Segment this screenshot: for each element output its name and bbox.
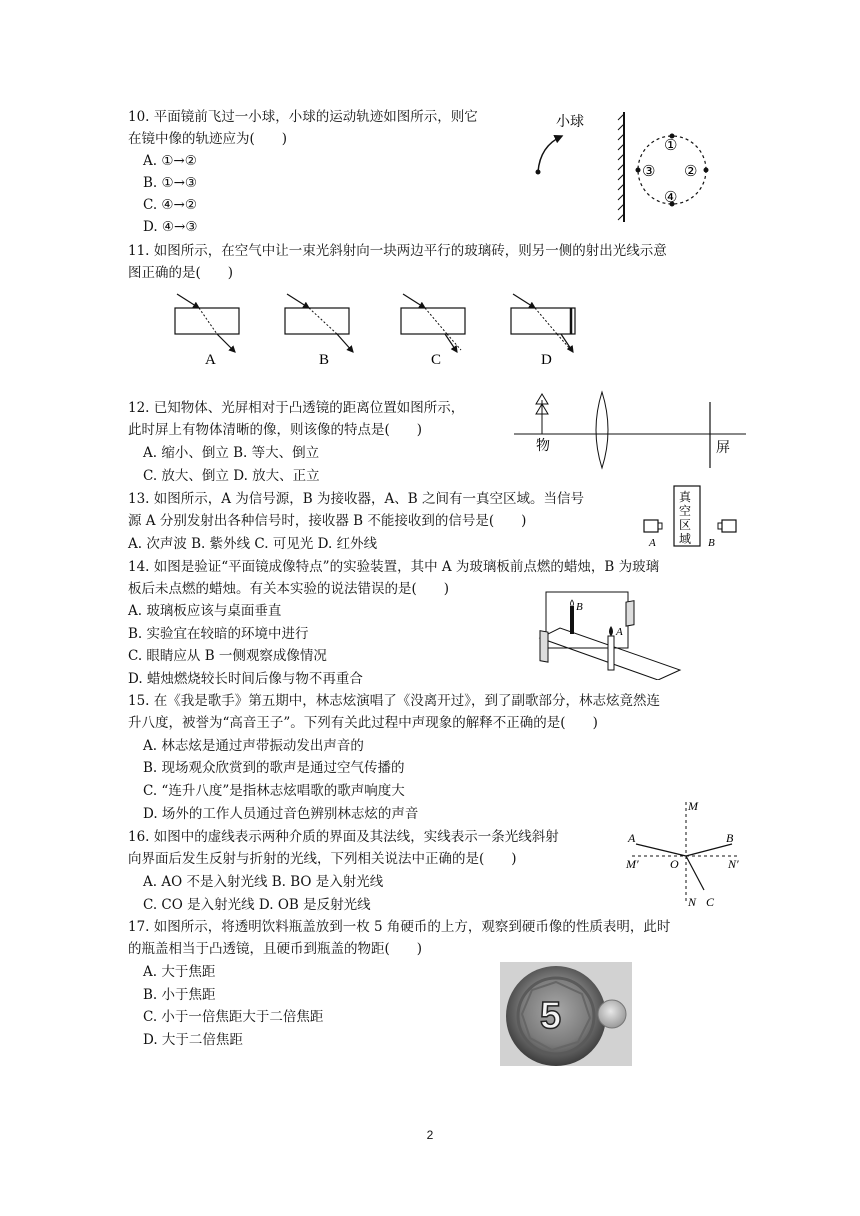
q13-zone-char-3: 区 [679,518,692,532]
q14-option-b: B. 实验宜在较暗的环境中进行 [128,626,309,642]
q16-label-n-prime: N′ [728,857,739,871]
q13-label-b: B [708,537,715,549]
q14-stem-line2: 板后未点燃的蜡烛。有关本实验的说法错误的是( ) [128,581,450,597]
q13-options-line: A. 次声波 B. 紫外线 C. 可见光 D. 红外线 [128,536,378,552]
q10-option-d: D. ④→③ [143,219,198,235]
q14-glass-plate [546,592,628,648]
q13-receiver-b [722,520,736,532]
q10-label-4: ④ [664,188,678,206]
q14-candle-figure [536,588,686,680]
q13-stem-line2: 源 A 分别发射出各种信号时，接收器 B 不能接收到的信号是( ) [128,513,527,529]
q16-label-c: C [706,895,715,908]
q17-option-d: D. 大于二倍焦距 [143,1032,243,1048]
q13-label-a: A [649,537,656,549]
q10-label-2: ② [684,162,698,180]
q11-label-c: C [431,352,442,368]
q14-option-d: D. 蜡烛燃烧较长时间后像与物不再重合 [128,671,363,687]
q16-stem-line1: 16. 如图中的虚线表示两种介质的界面及其法线，实线表示一条光线斜射 [128,829,559,845]
q10-ball-trajectory [538,136,562,172]
q10-stem-line1: 10. 平面镜前飞过一小球，小球的运动轨迹如图所示，则它 [128,109,478,125]
q11-slab-c [401,308,465,334]
q11-label-d: D [541,352,552,368]
q16-options-line2: C. CO 是入射光线 D. OB 是反射光线 [143,897,371,913]
q16-label-o: O [670,857,679,871]
q10-ball-start [536,170,541,175]
q17-coin [598,1000,626,1028]
q11-slab-a [175,308,239,334]
q10-ball-label: 小球 [556,114,584,130]
q15-stem-line2: 升八度，被誉为“高音王子”。下列有关此过程中声现象的解释不正确的是( ) [128,715,598,731]
q12-lens-figure [510,388,750,478]
q16-label-n: N [688,895,697,908]
q10-mirror-figure [526,104,726,224]
q16-label-a: A [628,831,636,845]
q17-bottlecap-photo [500,962,632,1066]
q13-source-a [644,520,658,532]
q17-stem-line2: 的瓶盖相当于凸透镜，且硬币到瓶盖的物距( ) [128,941,423,957]
q10-label-1: ① [664,136,678,154]
q17-option-a: A. 大于焦距 [143,964,216,980]
q16-label-m: M [688,799,698,813]
q17-option-b: B. 小于焦距 [143,987,216,1003]
q16-ray-ao [636,844,686,856]
q16-options-line1: A. AO 不是入射光线 B. BO 是入射光线 [143,874,384,890]
q13-stem-line1: 13. 如图所示，A 为信号源，B 为接收器，A、B 之间有一真空区域。当信号 [128,491,584,507]
q10-option-a: A. ①→② [143,153,197,169]
q10-option-b: B. ①→③ [143,175,198,191]
q11-glass-figure [165,290,595,368]
q16-label-b: B [726,831,734,845]
q14-option-a: A. 玻璃板应该与桌面垂直 [128,603,282,619]
q11-label-a: A [205,352,216,368]
q12-options-line1: A. 缩小、倒立 B. 等大、倒立 [143,445,320,461]
q15-option-b: B. 现场观众欣赏到的歌声是通过空气传播的 [143,760,405,776]
q16-ray-oc [686,856,704,890]
q14-stem-line1: 14. 如图是验证“平面镜成像特点”的实验装置，其中 A 为玻璃板前点燃的蜡烛，B 为玻璃 [128,559,660,575]
q12-convex-lens [596,392,608,468]
q14-option-c: C. 眼睛应从 B 一侧观察成像情况 [128,648,327,664]
q16-ray-ob [686,844,732,856]
q16-refraction-figure [624,796,748,908]
q13-zone-char-2: 空 [679,504,692,518]
q13-zone-char-4: 域 [679,532,692,546]
q10-stem-line2: 在镜中像的轨迹应为( ) [128,131,288,147]
page-number: 2 [426,1128,434,1142]
q13-vacuum-figure [640,482,750,552]
q15-option-d: D. 场外的工作人员通过音色辨别林志炫的声音 [143,806,419,822]
q15-option-a: A. 林志炫是通过声带振动发出声音的 [143,738,364,754]
q15-option-c: C. “连升八度”是指林志炫唱歌的歌声响度大 [143,783,405,799]
q11-slab-b [285,308,349,334]
q11-stem-line1: 11. 如图所示，在空气中让一束光斜射向一块两边平行的玻璃砖，则另一侧的射出光线示意 [128,243,667,259]
q10-option-c: C. ④→② [143,197,197,213]
q12-options-line2: C. 放大、倒立 D. 放大、正立 [143,468,320,484]
q16-label-m-prime: M′ [626,857,639,871]
q12-screen-label: 屏 [716,440,730,456]
q12-stem-line2: 此时屏上有物体清晰的像，则该像的特点是( ) [128,422,423,438]
q14-label-a: A [616,626,623,638]
q11-label-b: B [319,352,330,368]
q12-object-label: 物 [536,438,550,454]
q12-stem-line1: 12. 已知物体、光屏相对于凸透镜的距离位置如图所示， [128,400,465,416]
q10-label-3: ③ [642,162,656,180]
q17-stem-line1: 17. 如图所示，将透明饮料瓶盖放到一枚 5 角硬币的上方，观察到硬币像的性质表明，此时 [128,919,671,935]
q14-label-b: B [576,601,583,613]
q17-option-c: C. 小于一倍焦距大于二倍焦距 [143,1009,324,1025]
q17-photo-digit: 5 [540,995,562,1037]
q13-zone-char-1: 真 [679,490,692,504]
q11-slab-d [511,308,575,334]
q11-stem-line2: 图正确的是( ) [128,265,234,281]
q16-stem-line2: 向界面后发生反射与折射的光线，下列相关说法中正确的是( ) [128,851,517,867]
q15-stem-line1: 15. 在《我是歌手》第五期中，林志炫演唱了《没离开过》，到了副歌部分，林志炫竟然连 [128,693,661,709]
q14-candle-a [608,636,614,670]
